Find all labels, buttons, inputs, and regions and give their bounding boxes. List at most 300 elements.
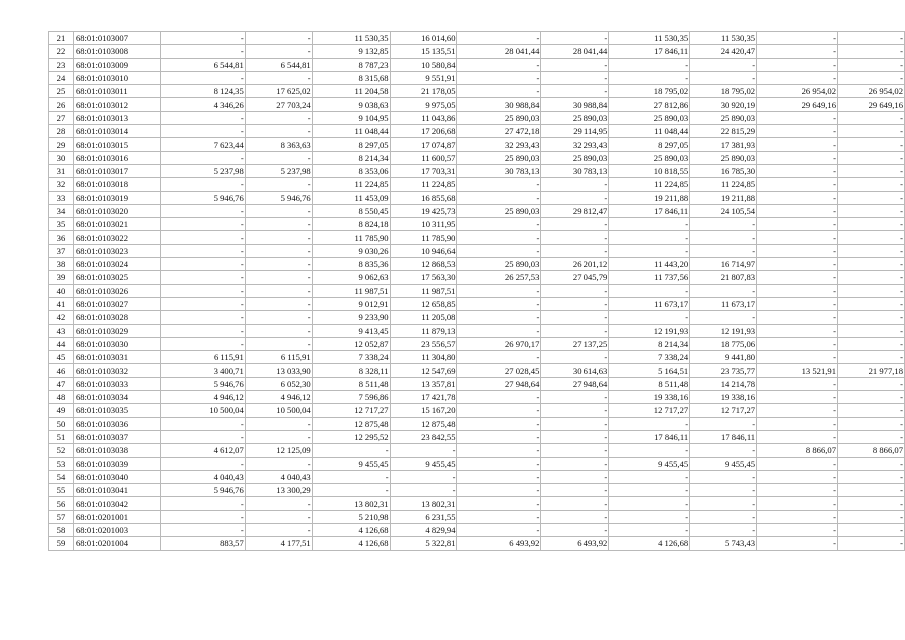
value-col-4-cell: 11 043,86 [390, 111, 457, 124]
value-col-7-cell: 11 737,56 [609, 271, 690, 284]
cadastral-code-cell: 68:01:0103009 [73, 58, 160, 71]
cadastral-code-cell: 68:01:0103019 [73, 191, 160, 204]
row-number-cell: 31 [49, 164, 74, 177]
value-col-10-cell: - [837, 377, 904, 390]
value-col-3-cell: 8 315,68 [312, 71, 390, 84]
value-col-3-cell: 4 126,68 [312, 523, 390, 536]
value-col-8-cell: - [690, 58, 757, 71]
value-col-10-cell: - [837, 523, 904, 536]
value-col-1-cell: 4 040,43 [160, 470, 245, 483]
value-col-6-cell: 32 293,43 [541, 138, 609, 151]
cadastral-code-cell: 68:01:0103028 [73, 311, 160, 324]
value-col-8-cell: 12 717,27 [690, 404, 757, 417]
value-col-7-cell: 19 338,16 [609, 391, 690, 404]
value-col-10-cell: - [837, 244, 904, 257]
value-col-5-cell: - [457, 191, 541, 204]
value-col-4-cell: 13 802,31 [390, 497, 457, 510]
value-col-9-cell: - [757, 537, 838, 550]
value-col-8-cell: 12 191,93 [690, 324, 757, 337]
value-col-5-cell: - [457, 324, 541, 337]
value-col-1-cell: 5 946,76 [160, 377, 245, 390]
value-col-9-cell: - [757, 231, 838, 244]
row-number-cell: 21 [49, 32, 74, 45]
value-col-7-cell: 19 211,88 [609, 191, 690, 204]
value-col-3-cell: - [312, 444, 390, 457]
value-col-5-cell: - [457, 85, 541, 98]
table-row [49, 71, 905, 84]
value-col-6-cell: 26 201,12 [541, 258, 609, 271]
value-col-9-cell: - [757, 244, 838, 257]
value-col-6-cell: - [541, 523, 609, 536]
value-col-10-cell: - [837, 151, 904, 164]
value-col-9-cell: - [757, 258, 838, 271]
value-col-6-cell: 30 783,13 [541, 164, 609, 177]
value-col-6-cell: - [541, 244, 609, 257]
value-col-1-cell: 4 946,12 [160, 391, 245, 404]
value-col-8-cell: - [690, 510, 757, 523]
value-col-2-cell: - [245, 297, 312, 310]
value-col-8-cell: 23 735,77 [690, 364, 757, 377]
value-col-8-cell: - [690, 231, 757, 244]
value-col-9-cell: - [757, 151, 838, 164]
row-number-cell: 53 [49, 457, 74, 470]
value-col-6-cell: - [541, 191, 609, 204]
table-row [49, 45, 905, 58]
value-col-1-cell: 5 237,98 [160, 164, 245, 177]
table-row [49, 311, 905, 324]
value-col-8-cell: - [690, 218, 757, 231]
table-row [49, 497, 905, 510]
value-col-5-cell: - [457, 244, 541, 257]
value-col-9-cell: - [757, 351, 838, 364]
value-col-4-cell: 11 785,90 [390, 231, 457, 244]
cadastral-code-cell: 68:01:0103035 [73, 404, 160, 417]
value-col-10-cell: - [837, 497, 904, 510]
value-col-7-cell: - [609, 470, 690, 483]
table-row [49, 284, 905, 297]
value-col-2-cell: - [245, 311, 312, 324]
value-col-3-cell: 11 530,35 [312, 32, 390, 45]
row-number-cell: 45 [49, 351, 74, 364]
cadastral-code-cell: 68:01:0103033 [73, 377, 160, 390]
value-col-10-cell: - [837, 178, 904, 191]
value-col-9-cell: 29 649,16 [757, 98, 838, 111]
value-col-8-cell: 17 846,11 [690, 430, 757, 443]
cadastral-code-cell: 68:01:0103030 [73, 337, 160, 350]
value-col-6-cell: - [541, 311, 609, 324]
value-col-10-cell: - [837, 457, 904, 470]
value-col-9-cell: - [757, 111, 838, 124]
value-col-5-cell: - [457, 523, 541, 536]
value-col-2-cell: - [245, 284, 312, 297]
value-col-7-cell: 11 224,85 [609, 178, 690, 191]
value-col-8-cell: 9 455,45 [690, 457, 757, 470]
value-col-4-cell: 9 455,45 [390, 457, 457, 470]
table-row [49, 444, 905, 457]
table-row [49, 351, 905, 364]
row-number-cell: 22 [49, 45, 74, 58]
row-number-cell: 27 [49, 111, 74, 124]
value-col-10-cell: - [837, 258, 904, 271]
cadastral-code-cell: 68:01:0103034 [73, 391, 160, 404]
value-col-7-cell: 11 673,17 [609, 297, 690, 310]
value-col-3-cell: 9 062,63 [312, 271, 390, 284]
value-col-8-cell: 18 795,02 [690, 85, 757, 98]
table-row [49, 391, 905, 404]
value-col-4-cell: 10 311,95 [390, 218, 457, 231]
value-col-9-cell: - [757, 430, 838, 443]
value-col-2-cell: - [245, 271, 312, 284]
value-col-6-cell: 29 812,47 [541, 204, 609, 217]
value-col-3-cell: 11 987,51 [312, 284, 390, 297]
value-col-6-cell: 27 948,64 [541, 377, 609, 390]
value-col-3-cell: 12 875,48 [312, 417, 390, 430]
value-col-9-cell: 13 521,91 [757, 364, 838, 377]
cadastral-code-cell: 68:01:0201003 [73, 523, 160, 536]
value-col-7-cell: 5 164,51 [609, 364, 690, 377]
value-col-3-cell: - [312, 470, 390, 483]
value-col-3-cell: 8 511,48 [312, 377, 390, 390]
value-col-6-cell: - [541, 404, 609, 417]
value-col-8-cell: - [690, 417, 757, 430]
value-col-3-cell: 11 048,44 [312, 125, 390, 138]
value-col-10-cell: - [837, 32, 904, 45]
value-col-1-cell: 3 400,71 [160, 364, 245, 377]
value-col-10-cell: 26 954,02 [837, 85, 904, 98]
value-col-10-cell: - [837, 204, 904, 217]
value-col-1-cell: - [160, 297, 245, 310]
value-col-10-cell: - [837, 510, 904, 523]
value-col-6-cell: - [541, 497, 609, 510]
value-col-1-cell: - [160, 337, 245, 350]
value-col-5-cell: 28 041,44 [457, 45, 541, 58]
value-col-6-cell: 30 614,63 [541, 364, 609, 377]
value-col-9-cell: - [757, 311, 838, 324]
value-col-7-cell: 25 890,03 [609, 151, 690, 164]
value-col-4-cell: 13 357,81 [390, 377, 457, 390]
row-number-cell: 58 [49, 523, 74, 536]
value-col-6-cell: - [541, 85, 609, 98]
value-col-6-cell: 25 890,03 [541, 151, 609, 164]
value-col-1-cell: - [160, 497, 245, 510]
value-col-1-cell: - [160, 111, 245, 124]
value-col-4-cell: 11 879,13 [390, 324, 457, 337]
value-col-2-cell: - [245, 430, 312, 443]
cadastral-code-cell: 68:01:0103038 [73, 444, 160, 457]
cadastral-code-cell: 68:01:0103014 [73, 125, 160, 138]
value-col-3-cell: 7 596,86 [312, 391, 390, 404]
cadastral-code-cell: 68:01:0103039 [73, 457, 160, 470]
value-col-4-cell: 15 135,51 [390, 45, 457, 58]
value-col-1-cell: - [160, 311, 245, 324]
value-col-5-cell: 25 890,03 [457, 258, 541, 271]
cadastral-code-cell: 68:01:0103026 [73, 284, 160, 297]
value-col-3-cell: 8 214,34 [312, 151, 390, 164]
cadastral-code-cell: 68:01:0103025 [73, 271, 160, 284]
value-col-5-cell: 30 988,84 [457, 98, 541, 111]
row-number-cell: 46 [49, 364, 74, 377]
value-col-9-cell: 26 954,02 [757, 85, 838, 98]
value-col-6-cell: - [541, 417, 609, 430]
value-col-3-cell: 9 132,85 [312, 45, 390, 58]
value-col-2-cell: - [245, 523, 312, 536]
value-col-4-cell: - [390, 444, 457, 457]
value-col-6-cell: 25 890,03 [541, 111, 609, 124]
row-number-cell: 37 [49, 244, 74, 257]
value-col-4-cell: 11 304,80 [390, 351, 457, 364]
value-col-1-cell: 883,57 [160, 537, 245, 550]
value-col-6-cell: - [541, 284, 609, 297]
value-col-4-cell: 12 547,69 [390, 364, 457, 377]
value-col-5-cell: 27 028,45 [457, 364, 541, 377]
value-col-6-cell: - [541, 457, 609, 470]
table-row [49, 377, 905, 390]
value-col-5-cell: - [457, 351, 541, 364]
cadastral-code-cell: 68:01:0103007 [73, 32, 160, 45]
row-number-cell: 39 [49, 271, 74, 284]
row-number-cell: 23 [49, 58, 74, 71]
value-col-7-cell: - [609, 71, 690, 84]
cadastral-code-cell: 68:01:0103022 [73, 231, 160, 244]
value-col-1-cell: - [160, 324, 245, 337]
table-row [49, 111, 905, 124]
value-col-7-cell: - [609, 58, 690, 71]
value-col-5-cell: - [457, 32, 541, 45]
value-col-2-cell: - [245, 218, 312, 231]
value-col-2-cell: 5 237,98 [245, 164, 312, 177]
value-col-9-cell: - [757, 204, 838, 217]
value-col-1-cell: 6 115,91 [160, 351, 245, 364]
row-number-cell: 30 [49, 151, 74, 164]
value-col-9-cell: - [757, 510, 838, 523]
cadastral-code-cell: 68:01:0103013 [73, 111, 160, 124]
value-col-1-cell: - [160, 32, 245, 45]
value-col-7-cell: 11 048,44 [609, 125, 690, 138]
value-col-2-cell: 4 040,43 [245, 470, 312, 483]
value-col-4-cell: 17 563,30 [390, 271, 457, 284]
value-col-4-cell: 11 600,57 [390, 151, 457, 164]
value-col-7-cell: 18 795,02 [609, 85, 690, 98]
value-col-8-cell: 19 211,88 [690, 191, 757, 204]
cadastral-code-cell: 68:01:0103029 [73, 324, 160, 337]
value-col-8-cell: 22 815,29 [690, 125, 757, 138]
value-col-7-cell: 8 297,05 [609, 138, 690, 151]
value-col-4-cell: 11 205,08 [390, 311, 457, 324]
table-row [49, 125, 905, 138]
value-col-5-cell: - [457, 311, 541, 324]
value-col-2-cell: - [245, 32, 312, 45]
row-number-cell: 56 [49, 497, 74, 510]
table-row [49, 404, 905, 417]
value-col-2-cell: 10 500,04 [245, 404, 312, 417]
value-col-9-cell: - [757, 377, 838, 390]
value-col-4-cell: 10 580,84 [390, 58, 457, 71]
value-col-2-cell: - [245, 231, 312, 244]
table-row [49, 164, 905, 177]
value-col-8-cell: - [690, 71, 757, 84]
value-col-3-cell: 4 126,68 [312, 537, 390, 550]
value-col-7-cell: - [609, 497, 690, 510]
row-number-cell: 49 [49, 404, 74, 417]
value-col-7-cell: 27 812,86 [609, 98, 690, 111]
value-col-9-cell: - [757, 125, 838, 138]
row-number-cell: 42 [49, 311, 74, 324]
value-col-1-cell: - [160, 125, 245, 138]
value-col-6-cell: - [541, 71, 609, 84]
value-col-2-cell: 17 625,02 [245, 85, 312, 98]
value-col-7-cell: 10 818,55 [609, 164, 690, 177]
cadastral-code-cell: 68:01:0103024 [73, 258, 160, 271]
value-col-1-cell: - [160, 430, 245, 443]
value-col-2-cell: - [245, 324, 312, 337]
value-col-1-cell: 5 946,76 [160, 484, 245, 497]
value-col-5-cell: - [457, 284, 541, 297]
row-number-cell: 47 [49, 377, 74, 390]
row-number-cell: 43 [49, 324, 74, 337]
cadastral-code-cell: 68:01:0103018 [73, 178, 160, 191]
value-col-3-cell: 12 717,27 [312, 404, 390, 417]
value-col-6-cell: - [541, 391, 609, 404]
value-col-4-cell: 23 842,55 [390, 430, 457, 443]
row-number-cell: 34 [49, 204, 74, 217]
table-row [49, 457, 905, 470]
value-col-1-cell: - [160, 258, 245, 271]
cadastral-code-cell: 68:01:0103020 [73, 204, 160, 217]
value-col-5-cell: - [457, 510, 541, 523]
value-col-4-cell: 17 421,78 [390, 391, 457, 404]
value-col-3-cell: 9 233,90 [312, 311, 390, 324]
value-col-4-cell: 5 322,81 [390, 537, 457, 550]
value-col-1-cell: 7 623,44 [160, 138, 245, 151]
value-col-7-cell: 12 717,27 [609, 404, 690, 417]
value-col-7-cell: 11 443,20 [609, 258, 690, 271]
value-col-9-cell: - [757, 218, 838, 231]
table-row [49, 32, 905, 45]
value-col-7-cell: 17 846,11 [609, 45, 690, 58]
value-col-10-cell: - [837, 537, 904, 550]
value-col-8-cell: - [690, 284, 757, 297]
value-col-1-cell: - [160, 284, 245, 297]
value-col-3-cell: 7 338,24 [312, 351, 390, 364]
value-col-4-cell: 23 556,57 [390, 337, 457, 350]
value-col-5-cell: - [457, 71, 541, 84]
value-col-6-cell: - [541, 444, 609, 457]
value-col-9-cell: - [757, 457, 838, 470]
value-col-1-cell: - [160, 151, 245, 164]
value-col-2-cell: - [245, 111, 312, 124]
value-col-9-cell: - [757, 484, 838, 497]
value-col-7-cell: 7 338,24 [609, 351, 690, 364]
value-col-1-cell: 4 612,07 [160, 444, 245, 457]
value-col-4-cell: 16 014,60 [390, 32, 457, 45]
value-col-5-cell: - [457, 58, 541, 71]
row-number-cell: 55 [49, 484, 74, 497]
value-col-8-cell: 11 530,35 [690, 32, 757, 45]
value-col-3-cell: 8 550,45 [312, 204, 390, 217]
value-col-8-cell: 16 714,97 [690, 258, 757, 271]
value-col-8-cell: 25 890,03 [690, 111, 757, 124]
cadastral-code-cell: 68:01:0103042 [73, 497, 160, 510]
value-col-2-cell: 4 177,51 [245, 537, 312, 550]
value-col-9-cell: - [757, 178, 838, 191]
cadastral-code-cell: 68:01:0103040 [73, 470, 160, 483]
value-col-8-cell: 19 338,16 [690, 391, 757, 404]
value-col-10-cell: - [837, 125, 904, 138]
value-col-6-cell: 27 045,79 [541, 271, 609, 284]
value-col-4-cell: 17 074,87 [390, 138, 457, 151]
table-row [49, 98, 905, 111]
value-col-2-cell: - [245, 244, 312, 257]
value-col-8-cell: - [690, 470, 757, 483]
value-col-10-cell: - [837, 297, 904, 310]
value-col-2-cell: - [245, 497, 312, 510]
cadastral-code-cell: 68:01:0201004 [73, 537, 160, 550]
value-col-6-cell: - [541, 178, 609, 191]
row-number-cell: 24 [49, 71, 74, 84]
value-col-7-cell: - [609, 444, 690, 457]
value-col-5-cell: 30 783,13 [457, 164, 541, 177]
value-col-1-cell: 8 124,35 [160, 85, 245, 98]
table-row [49, 417, 905, 430]
row-number-cell: 51 [49, 430, 74, 443]
table-row [49, 537, 905, 550]
table-row [49, 297, 905, 310]
value-col-1-cell: - [160, 457, 245, 470]
value-col-8-cell: 24 420,47 [690, 45, 757, 58]
value-col-2-cell: 27 703,24 [245, 98, 312, 111]
value-col-1-cell: - [160, 45, 245, 58]
value-col-5-cell: - [457, 484, 541, 497]
value-col-10-cell: - [837, 58, 904, 71]
value-col-9-cell: - [757, 324, 838, 337]
value-col-6-cell: - [541, 231, 609, 244]
value-col-6-cell: - [541, 32, 609, 45]
value-col-3-cell: 9 413,45 [312, 324, 390, 337]
value-col-2-cell: 13 033,90 [245, 364, 312, 377]
table-row [49, 218, 905, 231]
value-col-10-cell: - [837, 111, 904, 124]
value-col-4-cell: 9 975,05 [390, 98, 457, 111]
row-number-cell: 28 [49, 125, 74, 138]
value-col-6-cell: 29 114,95 [541, 125, 609, 138]
row-number-cell: 38 [49, 258, 74, 271]
value-col-8-cell: 11 673,17 [690, 297, 757, 310]
value-col-8-cell: 21 807,83 [690, 271, 757, 284]
value-col-8-cell: - [690, 244, 757, 257]
value-col-2-cell: 13 300,29 [245, 484, 312, 497]
value-col-4-cell: 4 829,94 [390, 523, 457, 536]
table-row [49, 271, 905, 284]
value-col-9-cell: - [757, 391, 838, 404]
cadastral-code-cell: 68:01:0103023 [73, 244, 160, 257]
row-number-cell: 50 [49, 417, 74, 430]
value-col-5-cell: 26 257,53 [457, 271, 541, 284]
value-col-8-cell: - [690, 497, 757, 510]
value-col-7-cell: 17 846,11 [609, 204, 690, 217]
value-col-10-cell: - [837, 218, 904, 231]
table-row [49, 470, 905, 483]
value-col-6-cell: - [541, 510, 609, 523]
value-col-9-cell: - [757, 523, 838, 536]
value-col-2-cell: - [245, 151, 312, 164]
value-col-6-cell: - [541, 218, 609, 231]
value-col-9-cell: - [757, 191, 838, 204]
value-col-1-cell: - [160, 71, 245, 84]
table-row [49, 138, 905, 151]
table-row [49, 258, 905, 271]
value-col-8-cell: 5 743,43 [690, 537, 757, 550]
value-col-9-cell: - [757, 404, 838, 417]
